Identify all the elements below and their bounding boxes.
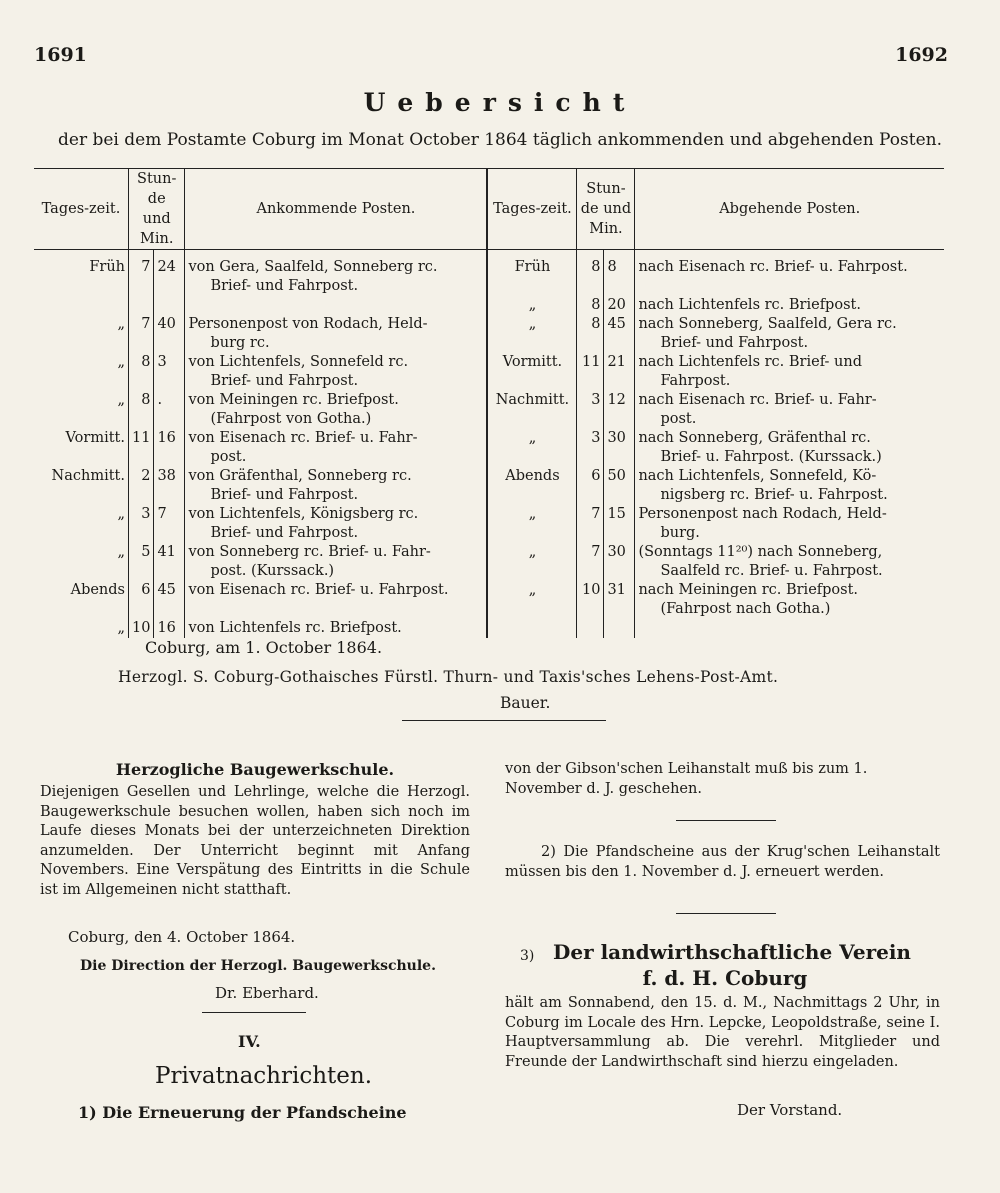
departing-minute: 21 [604, 353, 635, 391]
departing-description-line2: Saalfeld rc. Brief- u. Fahrpost. [660, 563, 883, 579]
item3-body: hält am Sonnabend, den 15. d. M., Nachmittags 2 Uhr, in Coburg im Locale des Hrn. Lepcke, Leopoldstraße, seine I. Hauptversammlung ab. Die verehrl. Mitglieder und Freunde der Landwirthschaft sind hierzu eingeladen. [505, 995, 940, 1070]
arriving-hour [129, 296, 154, 315]
arriving-time-of-day: Nachmitt. [51, 468, 125, 484]
schedule-place-date: Coburg, am 1. October 1864. [145, 638, 383, 657]
departing-description-line2: nigsberg rc. Brief- u. Fahrpost. [660, 487, 888, 503]
schedule-row [34, 250, 944, 297]
arriving-description-line2: post. (Kurssack.) [210, 563, 335, 579]
arriving-description [185, 505, 488, 543]
arriving-description-line2: Brief- und Fahrpost. [210, 373, 359, 389]
arriving-description-line2: Brief- und Fahrpost. [210, 278, 359, 294]
arriving-description [185, 619, 488, 638]
departing-description [635, 429, 944, 467]
arriving-time-of-day: Abends [70, 582, 125, 598]
arriving-time-of-day: „ [117, 392, 125, 408]
departing-description [635, 543, 944, 581]
departing-description [635, 619, 944, 638]
item1-continuation: von der Gibson'schen Leihanstalt muß bis zum 1. November d. J. geschehen. [505, 761, 868, 797]
departing-hour: 3 [577, 391, 604, 429]
arriving-description-line1: von Lichtenfels, Königsberg rc. [188, 506, 419, 522]
arriving-description-line1: von Gräfenthal, Sonneberg rc. [188, 468, 412, 484]
departing-time-of-day: Früh [487, 250, 577, 297]
item2-text: 2) Die Pfandscheine aus der Krug'schen Leihanstalt müssen bis den 1. November d. J. erneuert werden. [505, 844, 940, 880]
departing-description-line1: nach Lichtenfels rc. Brief- und [638, 354, 863, 370]
arriving-description-line1: von Lichtenfels, Sonnefeld rc. [188, 354, 409, 370]
section-title: Privatnachrichten. [155, 1063, 373, 1089]
arriving-minute [154, 296, 185, 315]
arriving-hour: 3 [129, 505, 154, 543]
arriving-hour: 6 [129, 581, 154, 619]
schedule-row [34, 353, 944, 391]
arriving-time-of-day: „ [117, 354, 125, 370]
arriving-time-of-day: „ [117, 620, 125, 636]
arriving-hour: 7 [129, 315, 154, 353]
departing-time-of-day: „ [487, 543, 577, 581]
departing-description-line1: (Sonntags 11²⁰) nach Sonneberg, [638, 544, 883, 560]
departing-description-line1: nach Lichtenfels rc. Briefpost. [638, 297, 861, 313]
arriving-time-of-day: „ [117, 544, 125, 560]
header-time-of-day-arriving: Tages-zeit. [34, 169, 129, 250]
schedule-signer: Bauer. [500, 694, 551, 712]
school-place-date: Coburg, den 4. October 1864. [68, 928, 296, 946]
arriving-hour: 8 [129, 391, 154, 429]
departing-description-line1: nach Sonneberg, Saalfeld, Gera rc. [638, 316, 897, 332]
header-time-of-day-departing: Tages-zeit. [487, 169, 577, 250]
schedule-row [34, 467, 944, 505]
schedule-row [34, 581, 944, 619]
divider [402, 720, 606, 721]
arriving-time-of-day: „ [117, 506, 125, 522]
arriving-description-line1: von Sonneberg rc. Brief- u. Fahr- [188, 544, 431, 560]
departing-hour: 10 [577, 581, 604, 619]
departing-description-line2: post. [660, 411, 697, 427]
arriving-description [185, 467, 488, 505]
departing-hour: 7 [577, 543, 604, 581]
arriving-description-line2: Brief- und Fahrpost. [210, 487, 359, 503]
departing-hour: 3 [577, 429, 604, 467]
arriving-time-of-day [34, 296, 129, 315]
header-hour-min-arriving: Stun-de und Min. [129, 169, 185, 250]
arriving-minute: 41 [154, 543, 185, 581]
arriving-description-line1: von Meiningen rc. Briefpost. [188, 392, 399, 408]
departing-time-of-day: „ [487, 429, 577, 467]
departing-time-of-day [487, 619, 577, 638]
departing-description [635, 581, 944, 619]
arriving-description [185, 543, 488, 581]
schedule-row [34, 296, 944, 315]
departing-time-of-day: Abends [487, 467, 577, 505]
departing-description [635, 391, 944, 429]
arriving-minute: 40 [154, 315, 185, 353]
arriving-time-of-day: „ [117, 316, 125, 332]
section-number: IV. [238, 1032, 261, 1051]
schedule-row [34, 315, 944, 353]
departing-description-line2: Brief- und Fahrpost. [660, 335, 809, 351]
arriving-description [185, 250, 488, 297]
divider [676, 913, 776, 914]
schedule-row [34, 429, 944, 467]
arriving-hour: 2 [129, 467, 154, 505]
arriving-minute: 16 [154, 429, 185, 467]
departing-description-line2: Brief- u. Fahrpost. (Kurssack.) [660, 449, 882, 465]
schedule-row [34, 619, 944, 638]
arriving-description [185, 315, 488, 353]
departing-description-line1: nach Lichtenfels, Sonnefeld, Kö- [638, 468, 877, 484]
departing-time-of-day: „ [487, 505, 577, 543]
departing-minute: 31 [604, 581, 635, 619]
departing-description-line1: nach Eisenach rc. Brief- u. Fahr- [638, 392, 877, 408]
arriving-hour: 11 [129, 429, 154, 467]
departing-minute: 50 [604, 467, 635, 505]
departing-description-line2: Fahrpost. [660, 373, 731, 389]
departing-minute: 30 [604, 543, 635, 581]
departing-minute: 12 [604, 391, 635, 429]
header-arriving: Ankommende Posten. [185, 169, 488, 250]
arriving-time-of-day: Früh [89, 259, 125, 275]
page-title: Uebersicht [363, 88, 637, 117]
departing-hour: 11 [577, 353, 604, 391]
departing-minute: 20 [604, 296, 635, 315]
departing-description-line1: nach Sonneberg, Gräfenthal rc. [638, 430, 871, 446]
departing-description-line2: (Fahrpost nach Gotha.) [660, 601, 831, 617]
schedule-row [34, 505, 944, 543]
arriving-minute: 45 [154, 581, 185, 619]
departing-time-of-day: „ [487, 315, 577, 353]
departing-description [635, 315, 944, 353]
arriving-description-line1: von Eisenach rc. Brief- u. Fahrpost. [188, 582, 449, 598]
departing-description-line1: nach Eisenach rc. Brief- u. Fahrpost. [638, 259, 908, 275]
page-number-right: 1692 [895, 44, 948, 66]
schedule-row [34, 391, 944, 429]
item3-title-a: Der landwirthschaftliche Verein [553, 940, 911, 964]
departing-minute [604, 619, 635, 638]
arriving-description-line1: von Eisenach rc. Brief- u. Fahr- [188, 430, 418, 446]
departing-time-of-day: „ [487, 581, 577, 619]
page-subtitle: der bei dem Postamte Coburg im Monat October 1864 täglich ankommenden und abgehenden Posten. [58, 130, 942, 150]
departing-hour: 8 [577, 250, 604, 297]
departing-hour: 6 [577, 467, 604, 505]
departing-time-of-day: Vormitt. [487, 353, 577, 391]
departing-time-of-day: Nachmitt. [487, 391, 577, 429]
divider [676, 820, 776, 821]
school-signature-line: Die Direction der Herzogl. Baugewerkschule. [80, 958, 436, 974]
departing-description-line1: Personenpost nach Rodach, Held- [638, 506, 887, 522]
arriving-description [185, 296, 488, 315]
departing-hour: 8 [577, 315, 604, 353]
arriving-minute: 38 [154, 467, 185, 505]
header-hour-min-departing: Stun-de und Min. [577, 169, 635, 250]
arriving-description-line1: Personenpost von Rodach, Held- [188, 316, 428, 332]
departing-description-line2: burg. [660, 525, 700, 541]
departing-minute: 8 [604, 250, 635, 297]
arriving-minute: . [154, 391, 185, 429]
departing-description [635, 250, 944, 297]
school-body: Diejenigen Gesellen und Lehrlinge, welche die Herzogl. Baugewerkschule besuchen wollen, haben sich noch im Laufe dieses Monats bei der unterzeichneten Direktion anzumelden. Der Unterricht beginnt mit Anfang Novembers. Eine Verspätung des Eintritts in die Schule ist im Allgemeinen nicht statthaft. [40, 784, 470, 898]
school-signer: Dr. Eberhard. [215, 984, 319, 1002]
header-departing: Abgehende Posten. [635, 169, 944, 250]
school-heading: Herzogliche Baugewerkschule. [115, 760, 395, 779]
item3-title-b: f. d. H. Coburg [642, 966, 808, 990]
schedule-row [34, 543, 944, 581]
item1-text: 1) Die Erneuerung der Pfandscheine [78, 1103, 407, 1122]
departing-description [635, 353, 944, 391]
departing-time-of-day: „ [487, 296, 577, 315]
arriving-time-of-day: Vormitt. [65, 430, 125, 446]
arriving-minute: 16 [154, 619, 185, 638]
departing-description-line1: nach Meiningen rc. Briefpost. [638, 582, 859, 598]
departing-description [635, 296, 944, 315]
arriving-hour: 8 [129, 353, 154, 391]
departing-minute: 45 [604, 315, 635, 353]
arriving-minute: 24 [154, 250, 185, 297]
arriving-hour: 10 [129, 619, 154, 638]
arriving-description-line1: von Lichtenfels rc. Briefpost. [188, 620, 402, 636]
item3-number: 3) [520, 948, 535, 964]
divider [202, 1012, 306, 1013]
post-schedule-table [34, 168, 944, 638]
arriving-description-line2: Brief- und Fahrpost. [210, 525, 359, 541]
departing-description [635, 467, 944, 505]
schedule-office: Herzogl. S. Coburg-Gothaisches Fürstl. Thurn- und Taxis'sches Lehens-Post-Amt. [118, 668, 779, 686]
item3-signer: Der Vorstand. [737, 1101, 843, 1119]
departing-hour: 8 [577, 296, 604, 315]
arriving-hour: 5 [129, 543, 154, 581]
departing-hour: 7 [577, 505, 604, 543]
arriving-description-line2: (Fahrpost von Gotha.) [210, 411, 372, 427]
arriving-description-line2: post. [210, 449, 247, 465]
arriving-description [185, 391, 488, 429]
departing-minute: 15 [604, 505, 635, 543]
departing-hour [577, 619, 604, 638]
arriving-description [185, 581, 488, 619]
arriving-minute: 7 [154, 505, 185, 543]
arriving-description-line1: von Gera, Saalfeld, Sonneberg rc. [188, 259, 438, 275]
arriving-minute: 3 [154, 353, 185, 391]
page-number-left: 1691 [34, 44, 87, 66]
schedule-body [34, 250, 944, 639]
arriving-description [185, 429, 488, 467]
arriving-description [185, 353, 488, 391]
departing-minute: 30 [604, 429, 635, 467]
departing-description [635, 505, 944, 543]
arriving-hour: 7 [129, 250, 154, 297]
arriving-description-line2: burg rc. [210, 335, 270, 351]
